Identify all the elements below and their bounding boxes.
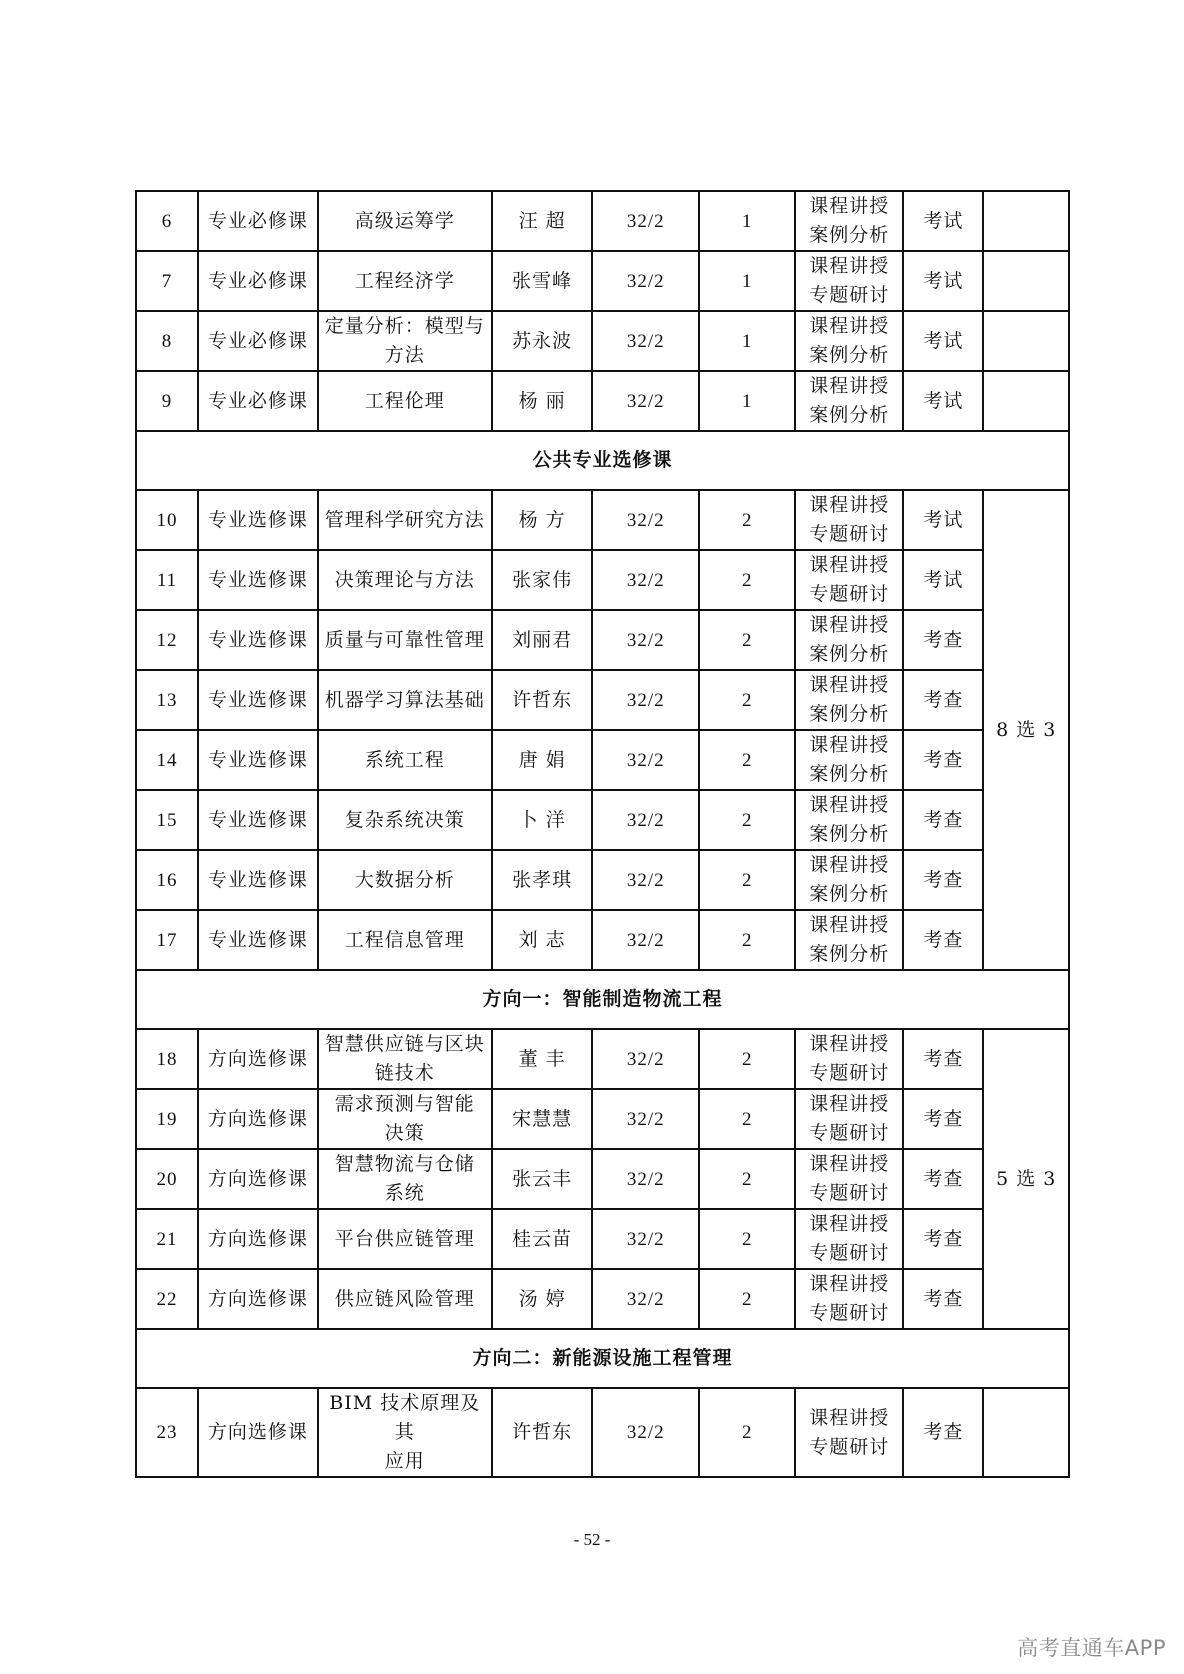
teaching-method: 课程讲授 案例分析 xyxy=(795,191,903,251)
teacher-name: 张云丰 xyxy=(492,1149,592,1209)
selection-note: 5 选 3 xyxy=(983,1029,1069,1329)
teaching-method: 课程讲授 案例分析 xyxy=(795,850,903,910)
teaching-method: 课程讲授 案例分析 xyxy=(795,670,903,730)
course-type: 专业选修课 xyxy=(198,730,318,790)
credits: 2 xyxy=(699,1029,795,1089)
assessment-method: 考查 xyxy=(903,1209,983,1269)
table-row xyxy=(136,1149,1069,1209)
teaching-method: 课程讲授 专题研讨 xyxy=(795,550,903,610)
course-type: 专业必修课 xyxy=(198,311,318,371)
class-hours: 32/2 xyxy=(592,1209,699,1269)
assessment-method: 考查 xyxy=(903,910,983,970)
assessment-method: 考查 xyxy=(903,670,983,730)
course-name: 供应链风险管理 xyxy=(318,1269,492,1329)
remark-cell xyxy=(983,191,1069,251)
teaching-method: 课程讲授 专题研讨 xyxy=(795,1029,903,1089)
course-name: 平台供应链管理 xyxy=(318,1209,492,1269)
course-type: 方向选修课 xyxy=(198,1089,318,1149)
assessment-method: 考查 xyxy=(903,850,983,910)
teaching-method: 课程讲授 案例分析 xyxy=(795,790,903,850)
course-number: 22 xyxy=(136,1269,198,1329)
section-header-row xyxy=(136,970,1069,1029)
course-type: 专业选修课 xyxy=(198,850,318,910)
credits: 2 xyxy=(699,1269,795,1329)
table-row xyxy=(136,490,1069,550)
class-hours: 32/2 xyxy=(592,670,699,730)
course-name: 大数据分析 xyxy=(318,850,492,910)
class-hours: 32/2 xyxy=(592,1089,699,1149)
selection-note xyxy=(983,1388,1069,1477)
class-hours: 32/2 xyxy=(592,1149,699,1209)
teaching-method: 课程讲授 专题研讨 xyxy=(795,1149,903,1209)
credits: 2 xyxy=(699,730,795,790)
class-hours: 32/2 xyxy=(592,311,699,371)
selection-note: 8 选 3 xyxy=(983,490,1069,970)
teacher-name: 卜 洋 xyxy=(492,790,592,850)
class-hours: 32/2 xyxy=(592,730,699,790)
course-number: 6 xyxy=(136,191,198,251)
page-number: - 52 - xyxy=(573,1530,611,1549)
class-hours: 32/2 xyxy=(592,850,699,910)
assessment-method: 考试 xyxy=(903,251,983,311)
course-type: 方向选修课 xyxy=(198,1149,318,1209)
teacher-name: 汤 婷 xyxy=(492,1269,592,1329)
course-type: 专业选修课 xyxy=(198,670,318,730)
course-name: 质量与可靠性管理 xyxy=(318,610,492,670)
course-table-body xyxy=(136,191,1069,1477)
table-row xyxy=(136,1029,1069,1089)
table-row xyxy=(136,910,1069,970)
course-name: 智慧物流与仓储 系统 xyxy=(318,1149,492,1209)
course-number: 17 xyxy=(136,910,198,970)
assessment-method: 考查 xyxy=(903,730,983,790)
teacher-name: 刘丽君 xyxy=(492,610,592,670)
assessment-method: 考试 xyxy=(903,550,983,610)
credits: 2 xyxy=(699,1209,795,1269)
table-row xyxy=(136,790,1069,850)
table-row xyxy=(136,1388,1069,1477)
credits: 1 xyxy=(699,251,795,311)
course-type: 专业选修课 xyxy=(198,550,318,610)
teaching-method: 课程讲授 专题研讨 xyxy=(795,251,903,311)
course-number: 16 xyxy=(136,850,198,910)
table-row xyxy=(136,1209,1069,1269)
course-type: 专业选修课 xyxy=(198,490,318,550)
table-row xyxy=(136,730,1069,790)
teacher-name: 许哲东 xyxy=(492,1388,592,1477)
teacher-name: 张家伟 xyxy=(492,550,592,610)
remark-cell xyxy=(983,311,1069,371)
remark-cell xyxy=(983,251,1069,311)
credits: 2 xyxy=(699,550,795,610)
table-row xyxy=(136,1269,1069,1329)
class-hours: 32/2 xyxy=(592,1388,699,1477)
course-number: 14 xyxy=(136,730,198,790)
teaching-method: 课程讲授 案例分析 xyxy=(795,910,903,970)
course-type: 方向选修课 xyxy=(198,1388,318,1477)
watermark-text: 高考直通车APP xyxy=(1017,1636,1166,1660)
course-name: 定量分析：模型与 方法 xyxy=(318,311,492,371)
credits: 2 xyxy=(699,1089,795,1149)
course-number: 9 xyxy=(136,371,198,431)
teaching-method: 课程讲授 专题研讨 xyxy=(795,1388,903,1477)
teacher-name: 宋慧慧 xyxy=(492,1089,592,1149)
course-name: 需求预测与智能 决策 xyxy=(318,1089,492,1149)
teaching-method: 课程讲授 专题研讨 xyxy=(795,1089,903,1149)
course-type: 专业必修课 xyxy=(198,251,318,311)
course-number: 11 xyxy=(136,550,198,610)
assessment-method: 考查 xyxy=(903,1149,983,1209)
course-name: 决策理论与方法 xyxy=(318,550,492,610)
assessment-method: 考查 xyxy=(903,1388,983,1477)
course-type: 方向选修课 xyxy=(198,1209,318,1269)
credits: 2 xyxy=(699,850,795,910)
course-name: 工程经济学 xyxy=(318,251,492,311)
table-row xyxy=(136,670,1069,730)
class-hours: 32/2 xyxy=(592,490,699,550)
course-name: 机器学习算法基础 xyxy=(318,670,492,730)
assessment-method: 考查 xyxy=(903,790,983,850)
course-number: 13 xyxy=(136,670,198,730)
teacher-name: 董 丰 xyxy=(492,1029,592,1089)
course-number: 12 xyxy=(136,610,198,670)
teaching-method: 课程讲授 专题研讨 xyxy=(795,490,903,550)
course-number: 8 xyxy=(136,311,198,371)
course-type: 方向选修课 xyxy=(198,1029,318,1089)
teacher-name: 桂云苗 xyxy=(492,1209,592,1269)
table-row xyxy=(136,251,1069,311)
teacher-name: 苏永波 xyxy=(492,311,592,371)
course-type: 专业必修课 xyxy=(198,191,318,251)
course-type: 专业必修课 xyxy=(198,371,318,431)
teacher-name: 许哲东 xyxy=(492,670,592,730)
teaching-method: 课程讲授 案例分析 xyxy=(795,311,903,371)
table-row xyxy=(136,191,1069,251)
credits: 2 xyxy=(699,910,795,970)
course-number: 10 xyxy=(136,490,198,550)
credits: 1 xyxy=(699,371,795,431)
class-hours: 32/2 xyxy=(592,251,699,311)
teaching-method: 课程讲授 案例分析 xyxy=(795,610,903,670)
teaching-method: 课程讲授 案例分析 xyxy=(795,371,903,431)
teaching-method: 课程讲授 专题研讨 xyxy=(795,1209,903,1269)
course-number: 15 xyxy=(136,790,198,850)
credits: 2 xyxy=(699,1149,795,1209)
course-name: 高级运筹学 xyxy=(318,191,492,251)
course-number: 20 xyxy=(136,1149,198,1209)
course-name: 智慧供应链与区块 链技术 xyxy=(318,1029,492,1089)
credits: 1 xyxy=(699,191,795,251)
table-row xyxy=(136,610,1069,670)
credits: 2 xyxy=(699,670,795,730)
credits: 2 xyxy=(699,1388,795,1477)
course-number: 19 xyxy=(136,1089,198,1149)
teacher-name: 张雪峰 xyxy=(492,251,592,311)
assessment-method: 考试 xyxy=(903,371,983,431)
section-title: 公共专业选修课 xyxy=(136,431,1069,490)
credits: 2 xyxy=(699,790,795,850)
assessment-method: 考查 xyxy=(903,1089,983,1149)
course-name: 工程信息管理 xyxy=(318,910,492,970)
class-hours: 32/2 xyxy=(592,550,699,610)
class-hours: 32/2 xyxy=(592,1269,699,1329)
class-hours: 32/2 xyxy=(592,610,699,670)
course-number: 7 xyxy=(136,251,198,311)
course-type: 方向选修课 xyxy=(198,1269,318,1329)
table-row xyxy=(136,550,1069,610)
table-row xyxy=(136,850,1069,910)
course-name: 管理科学研究方法 xyxy=(318,490,492,550)
credits: 2 xyxy=(699,490,795,550)
table-row xyxy=(136,311,1069,371)
course-table xyxy=(135,190,1070,1478)
section-header-row xyxy=(136,1329,1069,1388)
remark-cell xyxy=(983,371,1069,431)
credits: 1 xyxy=(699,311,795,371)
course-type: 专业选修课 xyxy=(198,790,318,850)
course-number: 23 xyxy=(136,1388,198,1477)
teaching-method: 课程讲授 专题研讨 xyxy=(795,1269,903,1329)
course-number: 21 xyxy=(136,1209,198,1269)
teaching-method: 课程讲授 案例分析 xyxy=(795,730,903,790)
section-header-row xyxy=(136,431,1069,490)
section-title: 方向二：新能源设施工程管理 xyxy=(136,1329,1069,1388)
class-hours: 32/2 xyxy=(592,1029,699,1089)
teacher-name: 唐 娟 xyxy=(492,730,592,790)
class-hours: 32/2 xyxy=(592,790,699,850)
course-name: 工程伦理 xyxy=(318,371,492,431)
class-hours: 32/2 xyxy=(592,910,699,970)
assessment-method: 考查 xyxy=(903,610,983,670)
course-name: 复杂系统决策 xyxy=(318,790,492,850)
assessment-method: 考查 xyxy=(903,1269,983,1329)
assessment-method: 考试 xyxy=(903,311,983,371)
credits: 2 xyxy=(699,610,795,670)
assessment-method: 考试 xyxy=(903,490,983,550)
assessment-method: 考试 xyxy=(903,191,983,251)
course-type: 专业选修课 xyxy=(198,610,318,670)
course-number: 18 xyxy=(136,1029,198,1089)
course-name: 系统工程 xyxy=(318,730,492,790)
class-hours: 32/2 xyxy=(592,191,699,251)
assessment-method: 考查 xyxy=(903,1029,983,1089)
class-hours: 32/2 xyxy=(592,371,699,431)
table-row xyxy=(136,371,1069,431)
course-type: 专业选修课 xyxy=(198,910,318,970)
teacher-name: 刘 志 xyxy=(492,910,592,970)
table-row xyxy=(136,1089,1069,1149)
course-name: BIM 技术原理及其 应用 xyxy=(318,1388,492,1477)
teacher-name: 杨 丽 xyxy=(492,371,592,431)
teacher-name: 张孝琪 xyxy=(492,850,592,910)
teacher-name: 汪 超 xyxy=(492,191,592,251)
teacher-name: 杨 方 xyxy=(492,490,592,550)
section-title: 方向一：智能制造物流工程 xyxy=(136,970,1069,1029)
